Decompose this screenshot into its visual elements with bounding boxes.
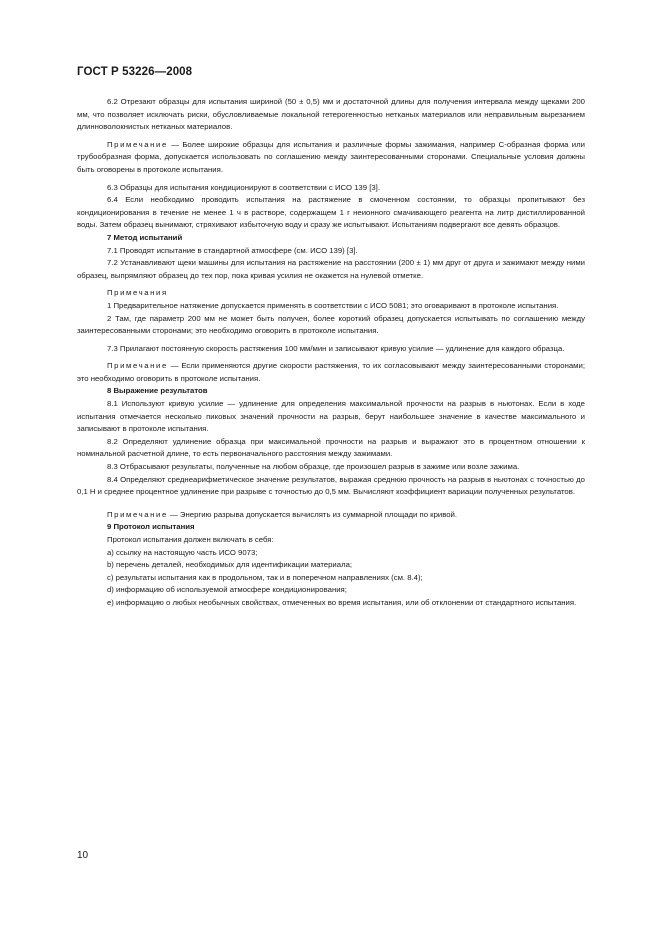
paragraph-6-3: 6.3 Образцы для испытания кондиционируют в соответствии с ИСО 139 [3]. — [107, 182, 380, 192]
list-item: b) перечень деталей, необходимых для идентификации материала; — [107, 560, 353, 570]
note-7-2-1: 1 Предварительное натяжение допускается применять в соответствии с ИСО 5081; это оговаривают в протоколе испытания. — [107, 300, 559, 310]
note-text: — Если применяются другие скорости растяжения, то их согласовывают между заинтересованными сторонами; это необходимо оговорить в протоколе испытания. — [77, 361, 585, 383]
document-header: ГОСТ Р 53226—2008 — [77, 66, 193, 78]
list-item: a) ссылку на настоящую часть ИСО 9073; — [107, 547, 258, 557]
paragraph-8-2: 8.2 Определяют удлинение образца при максимальной прочности на разрыв и выражают это в процентном отношении к номинальной расчетной длине, то есть первоначального расстояния между зажимами. — [77, 436, 585, 459]
section-heading-7: 7 Метод испытаний — [107, 232, 183, 242]
note-6-2 — [77, 139, 585, 177]
note-label: Примечание — [107, 509, 168, 519]
paragraph-8-3: 8.3 Отбрасывают результаты, полученные на любом образце, где произошел разрыв в зажиме или возле зажима. — [107, 462, 520, 472]
section-heading-9: 9 Протокол испытания — [107, 522, 195, 532]
note-label: Примечание — [107, 361, 168, 371]
note-text: — Энергию разрыва допускается вычислять из суммарной площади по кривой. — [167, 509, 458, 519]
page-number: 10 — [77, 850, 89, 861]
note-7-2-2: 2 Там, где параметр 200 мм не может быть получен, более короткий образец допускается испытывать по соглашению между заинтересованными сторонами; это необходимо оговорить в протоколе испытания. — [77, 313, 585, 336]
paragraph-7-3: 7.3 Прилагают постоянную скорость растяжения 100 мм/мин и записывают кривую усилие — удлинение для каждого образца. — [107, 343, 565, 353]
list-item: e) информацию о любых необычных свойствах, отмеченных во время испытания, или об отклонении от стандартного испытания. — [107, 597, 577, 607]
paragraph-7-2: 7.2 Устанавливают щеки машины для испытания на растяжение на расстоянии (200 ± 1) мм друг от друга и зажимают между ними образец, выпрямляют образец до тех пор, пока кривая усилия не окажется на нулевой отметке. — [77, 258, 585, 280]
paragraph-8-1: 8.1 Используют кривую усилие — удлинение для определения максимальной прочности на разрыв в ньютонах. Если в ходе испытания отмечается несколько пиковых значений прочности на разрыв, берут наибольшее значение в качестве максимального и записывают в протоколе испытания. — [77, 399, 585, 434]
paragraph-6-2: 6.2 Отрезают образцы для испытания шириной (50 ± 0,5) мм и достаточной длины для получения интервала между щеками 200 мм, что позволяет исключать риски, обусловливаемые локальной гетерогенностью нетканых материалов или неправильным вырезанием длинноволокнистых нетканых материалов. — [77, 97, 585, 132]
notes-label: Примечания — [107, 288, 168, 298]
paragraph-9-intro: Протокол испытания должен включать в себя: — [107, 535, 274, 544]
note-8 — [77, 509, 585, 522]
note-text: — Более широкие образцы для испытания и различные формы зажимания, например С-образная форма или трубообразная форма, допускается использовать по соглашению между заинтересованными сторонами. Специальные условия должны быть оговорены в протоколе испытания. — [77, 139, 585, 174]
list-item: c) результаты испытания как в продольном, так и в поперечном направлениях (см. 8.4); — [107, 572, 423, 582]
paragraph-7-1: 7.1 Проводят испытание в стандартной атмосфере (см. ИСО 139) [3]. — [107, 245, 358, 255]
list-item: d) информацию об используемой атмосфере кондиционирования; — [107, 585, 347, 595]
document-body — [77, 96, 585, 610]
section-heading-8: 8 Выражение результатов — [107, 386, 208, 396]
paragraph-8-4: 8.4 Определяют среднеарифметическое значение результатов, выражая среднюю прочность на разрыв в ньютонах с точностью до 0,1 Н и среднее процентное удлинение при разрыве с точностью до 0,5 мм. Вычисляют коэффициент вариации полученных результатов. — [77, 474, 585, 497]
paragraph-6-4: 6.4 Если необходимо проводить испытания на растяжение в смоченном состоянии, то образцы пропитывают без кондиционирования в течение не менее 1 ч в растворе, содержащем 1 г неионного смачивающего реагента на литр дистиллированной воды. Затем образец вынимают, стряхивают избыточную воду и сразу же испытывают. Испытаниям подвергают все девять образцов. — [77, 195, 585, 230]
note-7-3 — [77, 360, 585, 385]
note-label: Примечание — [107, 139, 168, 149]
